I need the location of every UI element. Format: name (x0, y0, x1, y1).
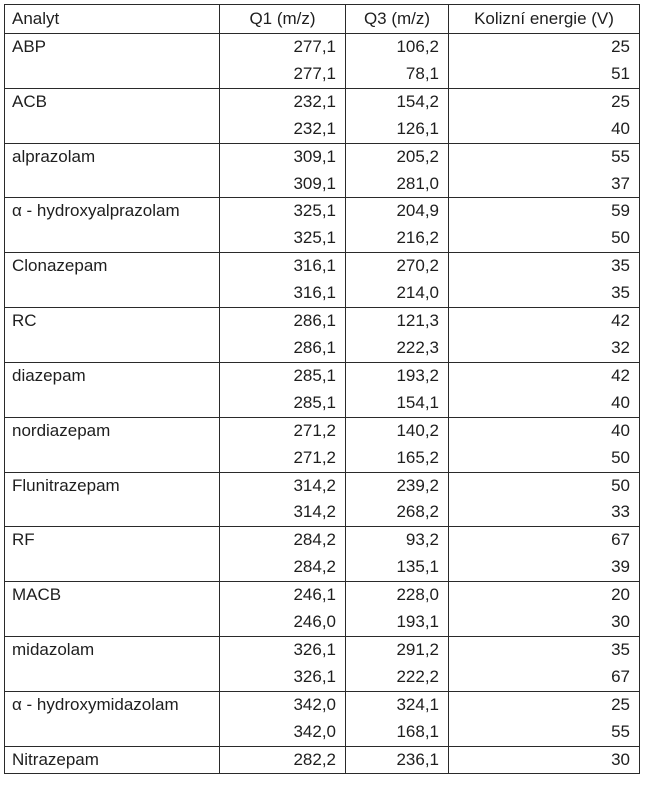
collision-energy-cell: 50 (449, 225, 640, 252)
q1-cell: 326,1 (220, 636, 346, 663)
table-row (5, 225, 640, 252)
header-row (5, 5, 640, 34)
analyte-name-cell-empty (5, 499, 220, 526)
table-row (5, 417, 640, 444)
collision-energy-cell: 67 (449, 527, 640, 554)
table-row (5, 746, 640, 774)
analyte-name-cell: diazepam (5, 362, 220, 389)
table-row (5, 362, 640, 389)
table-row (5, 253, 640, 280)
collision-energy-cell: 40 (449, 417, 640, 444)
q3-cell: 93,2 (346, 527, 449, 554)
q3-cell: 204,9 (346, 198, 449, 225)
q1-cell: 314,2 (220, 472, 346, 499)
mrm-transitions-table (4, 4, 640, 774)
analyte-name-cell-empty (5, 61, 220, 88)
analyte-name-cell-empty (5, 719, 220, 746)
collision-energy-cell: 35 (449, 636, 640, 663)
q1-cell: 316,1 (220, 253, 346, 280)
q1-cell: 325,1 (220, 198, 346, 225)
q1-cell: 309,1 (220, 143, 346, 170)
analyte-name-cell-empty (5, 280, 220, 307)
q1-cell: 316,1 (220, 280, 346, 307)
table-row (5, 582, 640, 609)
table-body (5, 34, 640, 774)
q3-cell: 239,2 (346, 472, 449, 499)
table-row (5, 445, 640, 472)
q1-cell: 277,1 (220, 61, 346, 88)
column-header-q1: Q1 (m/z) (220, 5, 346, 34)
collision-energy-cell: 50 (449, 445, 640, 472)
table-row (5, 527, 640, 554)
q3-cell: 121,3 (346, 308, 449, 335)
table-row (5, 554, 640, 581)
analyte-name-cell-empty (5, 335, 220, 362)
analyte-name-cell: alprazolam (5, 143, 220, 170)
table-row (5, 88, 640, 115)
q3-cell: 228,0 (346, 582, 449, 609)
q1-cell: 325,1 (220, 225, 346, 252)
analyte-name-cell: Flunitrazepam (5, 472, 220, 499)
q1-cell: 309,1 (220, 171, 346, 198)
q3-cell: 214,0 (346, 280, 449, 307)
q1-cell: 286,1 (220, 308, 346, 335)
collision-energy-cell: 42 (449, 362, 640, 389)
collision-energy-cell: 37 (449, 171, 640, 198)
collision-energy-cell: 40 (449, 116, 640, 143)
collision-energy-cell: 25 (449, 34, 640, 61)
q1-cell: 314,2 (220, 499, 346, 526)
q1-cell: 284,2 (220, 527, 346, 554)
analyte-name-cell-empty (5, 116, 220, 143)
q1-cell: 282,2 (220, 746, 346, 774)
analyte-name-cell-empty (5, 445, 220, 472)
q3-cell: 165,2 (346, 445, 449, 472)
table-row (5, 664, 640, 691)
collision-energy-cell: 67 (449, 664, 640, 691)
q1-cell: 286,1 (220, 335, 346, 362)
collision-energy-cell: 35 (449, 280, 640, 307)
q3-cell: 140,2 (346, 417, 449, 444)
analyte-name-cell: MACB (5, 582, 220, 609)
q3-cell: 135,1 (346, 554, 449, 581)
q1-cell: 342,0 (220, 691, 346, 718)
analyte-name-cell-empty (5, 390, 220, 417)
q3-cell: 154,1 (346, 390, 449, 417)
table-row (5, 390, 640, 417)
table-row (5, 636, 640, 663)
q3-cell: 236,1 (346, 746, 449, 774)
q3-cell: 324,1 (346, 691, 449, 718)
collision-energy-cell: 40 (449, 390, 640, 417)
q3-cell: 193,1 (346, 609, 449, 636)
column-header-q3: Q3 (m/z) (346, 5, 449, 34)
table-row (5, 719, 640, 746)
q3-cell: 291,2 (346, 636, 449, 663)
collision-energy-cell: 42 (449, 308, 640, 335)
q3-cell: 168,1 (346, 719, 449, 746)
analyte-name-cell: ACB (5, 88, 220, 115)
analyte-name-cell-empty (5, 664, 220, 691)
table-row (5, 609, 640, 636)
column-header-analyte: Analyt (5, 5, 220, 34)
collision-energy-cell: 51 (449, 61, 640, 88)
analyte-name-cell: Nitrazepam (5, 746, 220, 774)
collision-energy-cell: 32 (449, 335, 640, 362)
analyte-name-cell-empty (5, 609, 220, 636)
table-row (5, 143, 640, 170)
collision-energy-cell: 25 (449, 88, 640, 115)
q1-cell: 246,1 (220, 582, 346, 609)
q1-cell: 232,1 (220, 116, 346, 143)
q1-cell: 326,1 (220, 664, 346, 691)
collision-energy-cell: 30 (449, 746, 640, 774)
q3-cell: 268,2 (346, 499, 449, 526)
q3-cell: 270,2 (346, 253, 449, 280)
q3-cell: 205,2 (346, 143, 449, 170)
table-header (5, 5, 640, 34)
table-row (5, 499, 640, 526)
table-row (5, 280, 640, 307)
analyte-name-cell: ABP (5, 34, 220, 61)
analyte-name-cell-empty (5, 225, 220, 252)
table-row (5, 198, 640, 225)
analyte-name-cell: nordiazepam (5, 417, 220, 444)
q3-cell: 126,1 (346, 116, 449, 143)
q1-cell: 246,0 (220, 609, 346, 636)
data-sheet (4, 4, 639, 774)
q1-cell: 271,2 (220, 445, 346, 472)
table-row (5, 691, 640, 718)
collision-energy-cell: 59 (449, 198, 640, 225)
collision-energy-cell: 39 (449, 554, 640, 581)
q1-cell: 284,2 (220, 554, 346, 581)
table-row (5, 116, 640, 143)
table-row (5, 171, 640, 198)
analyte-name-cell-empty (5, 171, 220, 198)
analyte-name-cell: midazolam (5, 636, 220, 663)
q1-cell: 271,2 (220, 417, 346, 444)
q3-cell: 154,2 (346, 88, 449, 115)
q1-cell: 232,1 (220, 88, 346, 115)
table-row (5, 308, 640, 335)
collision-energy-cell: 55 (449, 143, 640, 170)
collision-energy-cell: 20 (449, 582, 640, 609)
q1-cell: 285,1 (220, 362, 346, 389)
column-header-collision-energy: Kolizní energie (V) (449, 5, 640, 34)
q3-cell: 78,1 (346, 61, 449, 88)
collision-energy-cell: 25 (449, 691, 640, 718)
table-row (5, 335, 640, 362)
analyte-name-cell: α - hydroxyalprazolam (5, 198, 220, 225)
analyte-name-cell: α - hydroxymidazolam (5, 691, 220, 718)
q1-cell: 277,1 (220, 34, 346, 61)
q3-cell: 216,2 (346, 225, 449, 252)
q3-cell: 222,3 (346, 335, 449, 362)
collision-energy-cell: 35 (449, 253, 640, 280)
q3-cell: 106,2 (346, 34, 449, 61)
q1-cell: 342,0 (220, 719, 346, 746)
q3-cell: 222,2 (346, 664, 449, 691)
collision-energy-cell: 50 (449, 472, 640, 499)
table-row (5, 34, 640, 61)
table-row (5, 61, 640, 88)
q3-cell: 281,0 (346, 171, 449, 198)
analyte-name-cell: RC (5, 308, 220, 335)
analyte-name-cell: Clonazepam (5, 253, 220, 280)
q1-cell: 285,1 (220, 390, 346, 417)
analyte-name-cell-empty (5, 554, 220, 581)
table-row (5, 472, 640, 499)
collision-energy-cell: 55 (449, 719, 640, 746)
collision-energy-cell: 33 (449, 499, 640, 526)
q3-cell: 193,2 (346, 362, 449, 389)
collision-energy-cell: 30 (449, 609, 640, 636)
analyte-name-cell: RF (5, 527, 220, 554)
